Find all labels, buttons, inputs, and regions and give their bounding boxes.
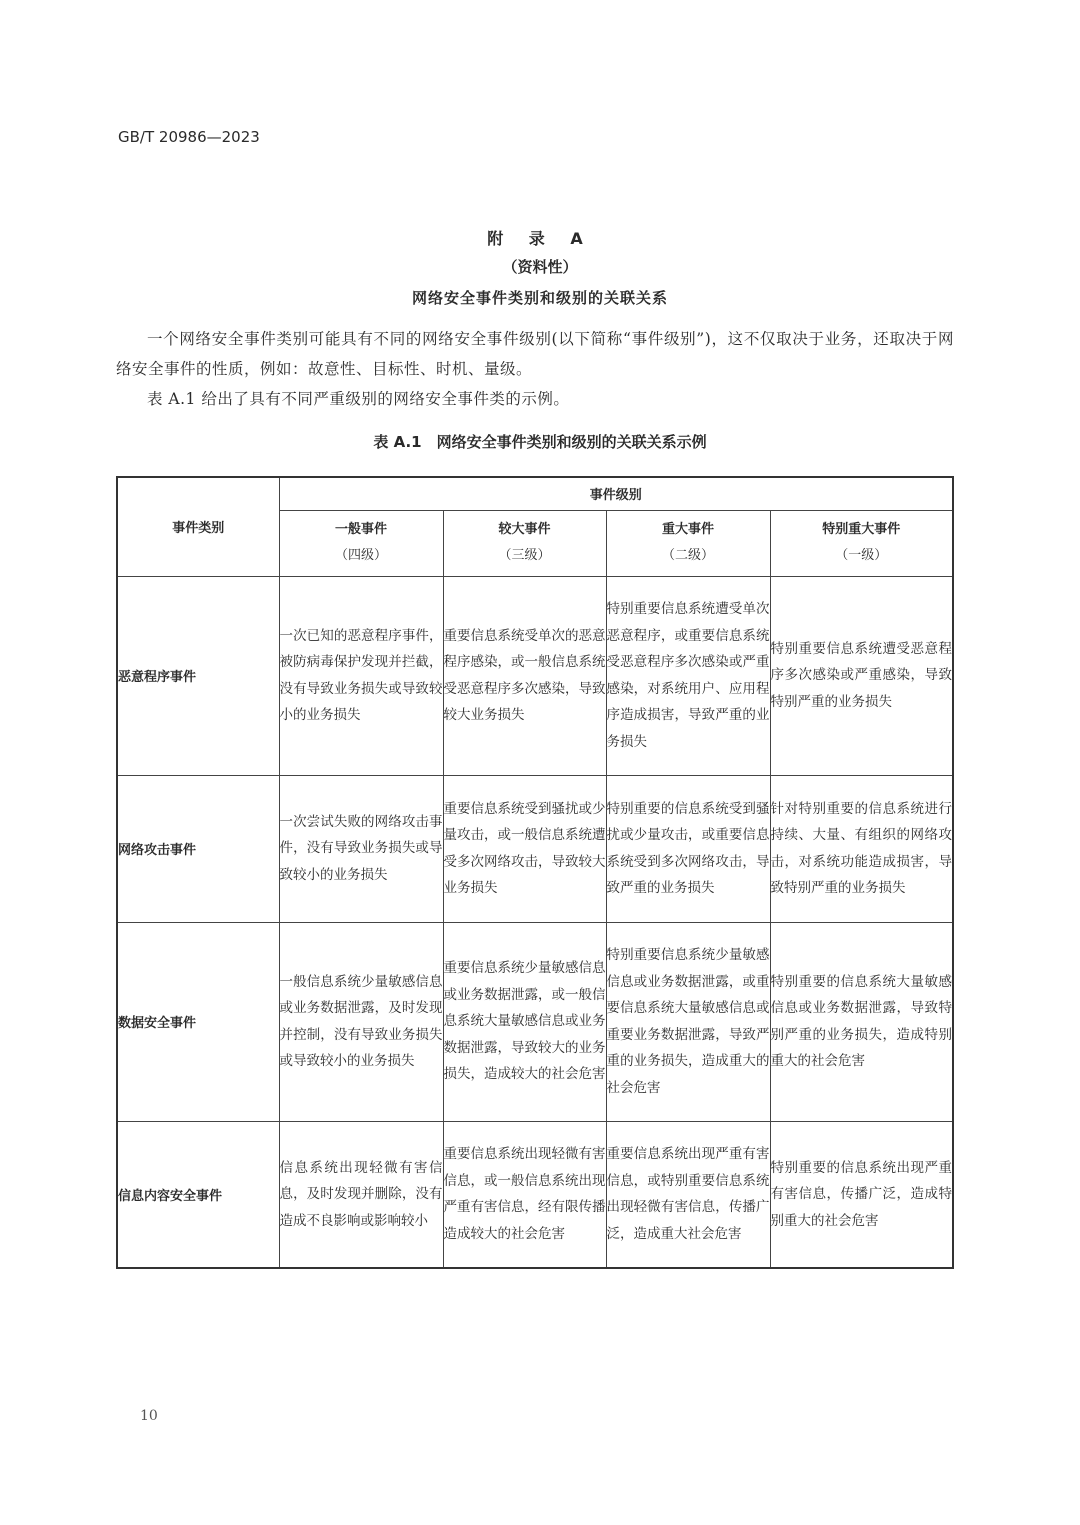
body-paragraph-2: 表 A.1 给出了具有不同严重级别的网络安全事件类的示例。 [147, 390, 570, 408]
row-category: 恶意程序事件 [117, 576, 279, 775]
table-cell: 重要信息系统受到骚扰或少量攻击，或一般信息系统遭受多次网络攻击，导致较大业务损失 [443, 775, 606, 922]
event-level-table [116, 476, 954, 1269]
row-category: 信息内容安全事件 [117, 1121, 279, 1268]
header-level-1 [770, 510, 953, 576]
header-category: 事件类别 [117, 477, 279, 576]
table-cell: 特别重要的信息系统大量敏感信息或业务数据泄露，导致特别严重的业务损失，造成特别重大的社会危害 [770, 922, 953, 1121]
row-category: 数据安全事件 [117, 922, 279, 1121]
table-cell: 重要信息系统少量敏感信息或业务数据泄露，或一般信息系统大量敏感信息或业务数据泄露，导致较大的业务损失，造成较大的社会危害 [443, 922, 606, 1121]
table-cell: 特别重要信息系统遭受恶意程序多次感染或严重感染，导致特别严重的业务损失 [770, 576, 953, 775]
level-name: 较大事件 [498, 522, 551, 537]
header-level-2 [606, 510, 770, 576]
header-level-4 [279, 510, 443, 576]
annex-label: 附 录 A [487, 229, 593, 248]
standard-code: GB/T 20986—2023 [118, 128, 260, 146]
header-level-group: 事件级别 [279, 477, 953, 510]
page-number: 10 [140, 1408, 158, 1424]
row-category: 网络攻击事件 [117, 775, 279, 922]
table-cell: 特别重要的信息系统出现严重有害信息，传播广泛，造成特别重大的社会危害 [770, 1121, 953, 1268]
header-level-3 [443, 510, 606, 576]
table-cell: 针对特别重要的信息系统进行持续、大量、有组织的网络攻击，对系统功能造成损害，导致特别严重的业务损失 [770, 775, 953, 922]
level-grade: （二级） [661, 548, 714, 563]
table-row [117, 1121, 953, 1268]
level-grade: （三级） [498, 548, 551, 563]
table-cell: 一次已知的恶意程序事件，被防病毒保护发现并拦截，没有导致业务损失或导致较小的业务损失 [279, 576, 443, 775]
table-cell: 一次尝试失败的网络攻击事件，没有导致业务损失或导致较小的业务损失 [279, 775, 443, 922]
level-name: 重大事件 [661, 522, 714, 537]
level-grade: （四级） [334, 548, 387, 563]
table-cell: 信息系统出现轻微有害信息，及时发现并删除，没有造成不良影响或影响较小 [279, 1121, 443, 1268]
table-caption: 表 A.1 网络安全事件类别和级别的关联关系示例 [373, 433, 707, 451]
level-grade: （一级） [835, 548, 888, 563]
table-cell: 重要信息系统出现轻微有害信息，或一般信息系统出现严重有害信息，经有限传播造成较大的社会危害 [443, 1121, 606, 1268]
annex-nature: （资料性） [502, 258, 578, 276]
table-cell: 特别重要信息系统遭受单次恶意程序，或重要信息系统受恶意程序多次感染或严重感染，对系统用户、应用程序造成损害，导致严重的业务损失 [606, 576, 770, 775]
annex-title: 网络安全事件类别和级别的关联关系 [411, 289, 668, 307]
table-cell: 特别重要的信息系统受到骚扰或少量攻击，或重要信息系统受到多次网络攻击，导致严重的业务损失 [606, 775, 770, 922]
level-name: 特别重大事件 [822, 522, 901, 537]
table-row [117, 775, 953, 922]
table-row [117, 576, 953, 775]
table-cell: 重要信息系统出现严重有害信息，或特别重要信息系统出现轻微有害信息，传播广泛，造成重大社会危害 [606, 1121, 770, 1268]
table-cell: 重要信息系统受单次的恶意程序感染，或一般信息系统受恶意程序多次感染，导致较大业务损失 [443, 576, 606, 775]
table-cell: 一般信息系统少量敏感信息或业务数据泄露，及时发现并控制，没有导致业务损失或导致较小的业务损失 [279, 922, 443, 1121]
body-paragraph-1: 一个网络安全事件类别可能具有不同的网络安全事件级别(以下简称“事件级别”)，这不仅取决于业务，还取决于网络安全事件的性质，例如：故意性、目标性、时机、量级。 [116, 330, 954, 378]
level-name: 一般事件 [334, 522, 387, 537]
table-cell: 特别重要信息系统少量敏感信息或业务数据泄露，或重要信息系统大量敏感信息或重要业务数据泄露，导致严重的业务损失，造成重大的社会危害 [606, 922, 770, 1121]
table-row [117, 922, 953, 1121]
